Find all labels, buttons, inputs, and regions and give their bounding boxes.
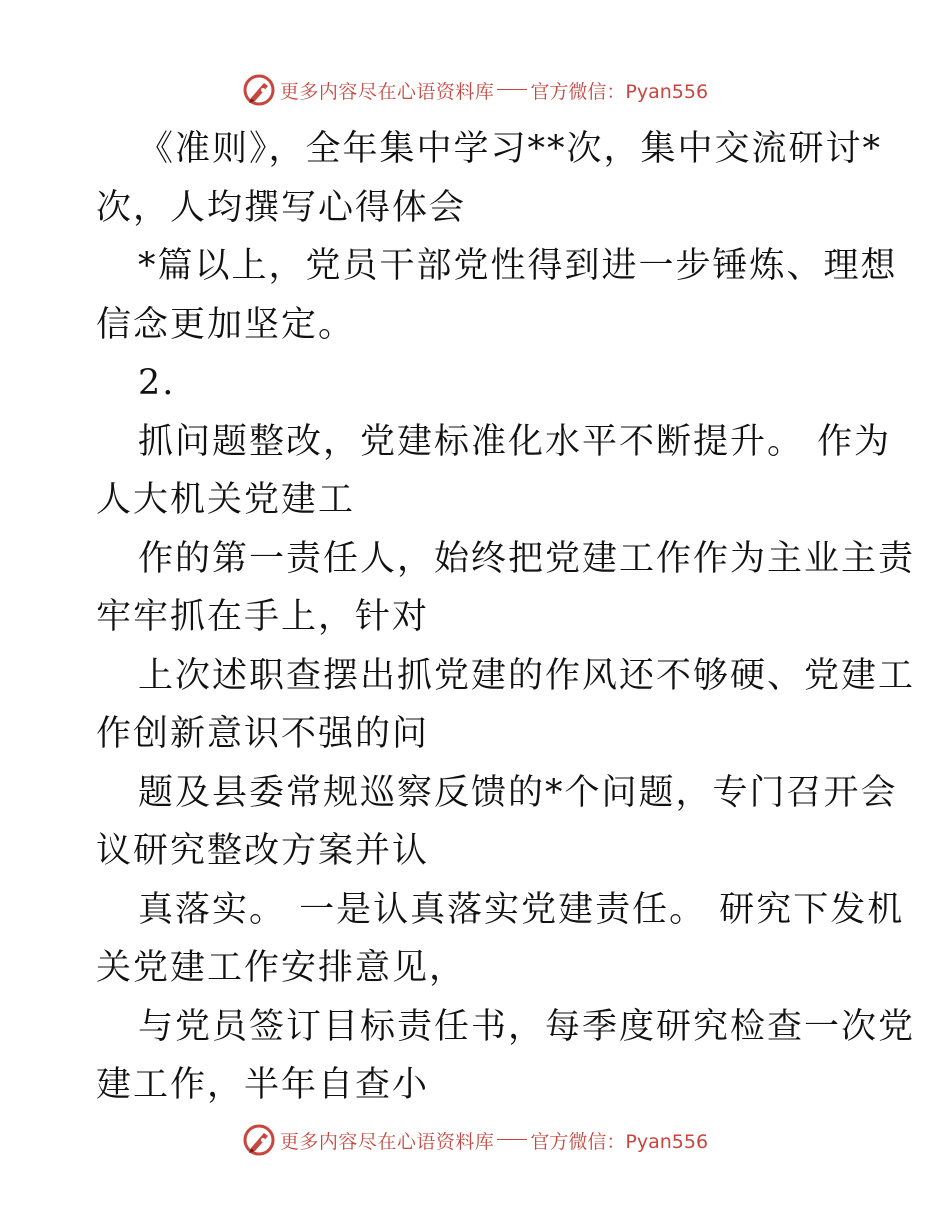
text-line-8: 作的第一责任人，始终把党建工作作为主业主责: [138, 538, 916, 579]
text-line-2: 次，人均撰写心得体会: [96, 187, 467, 228]
header-banner-text: 更多内容尽在心语资料库: [279, 80, 495, 103]
text-line-4: 信念更加坚定。: [96, 304, 356, 345]
text-line-13: 议研究整改方案并认: [96, 831, 430, 871]
pen-logo-icon: [242, 1123, 276, 1157]
footer-banner-text: 更多内容尽在心语资料库: [279, 1130, 495, 1153]
header-banner: [0, 70, 950, 110]
pen-logo-icon: [242, 73, 276, 107]
header-banner-contact: 官方微信：Pyan556: [530, 80, 709, 103]
text-line-14: 真落实。 一是认真落实党建责任。 研究下发机: [138, 889, 905, 930]
text-line-11: 作创新意识不强的问: [96, 714, 430, 754]
body-text: [96, 120, 916, 1115]
footer-banner: [0, 1120, 950, 1160]
text-line-17: 建工作，半年自查小: [96, 1065, 430, 1105]
text-line-1: 《准则》，全年集中学习**次，集中交流研讨*: [138, 129, 883, 169]
text-line-3: *篇以上，党员干部党性得到进一步锤炼、理想: [138, 246, 898, 286]
text-line-16: 与党员签订目标责任书，每季度研究检查一次党: [138, 1006, 916, 1047]
text-line-9: 牢牢抓在手上，针对: [96, 597, 430, 637]
text-line-5: 2.: [138, 363, 176, 403]
text-line-10: 上次述职查摆出抓党建的作风还不够硬、党建工: [138, 655, 916, 696]
text-line-15: 关党建工作安排意见，: [96, 948, 467, 988]
text-line-6: 抓问题整改，党建标准化水平不断提升。 作为: [138, 421, 892, 462]
header-banner-dash: [497, 89, 527, 90]
footer-banner-dash: [497, 1139, 527, 1140]
footer-banner-contact: 官方微信：Pyan556: [530, 1130, 709, 1153]
text-line-12: 题及县委常规巡察反馈的*个问题，专门召开会: [138, 772, 898, 813]
text-line-7: 人大机关党建工: [96, 480, 356, 520]
